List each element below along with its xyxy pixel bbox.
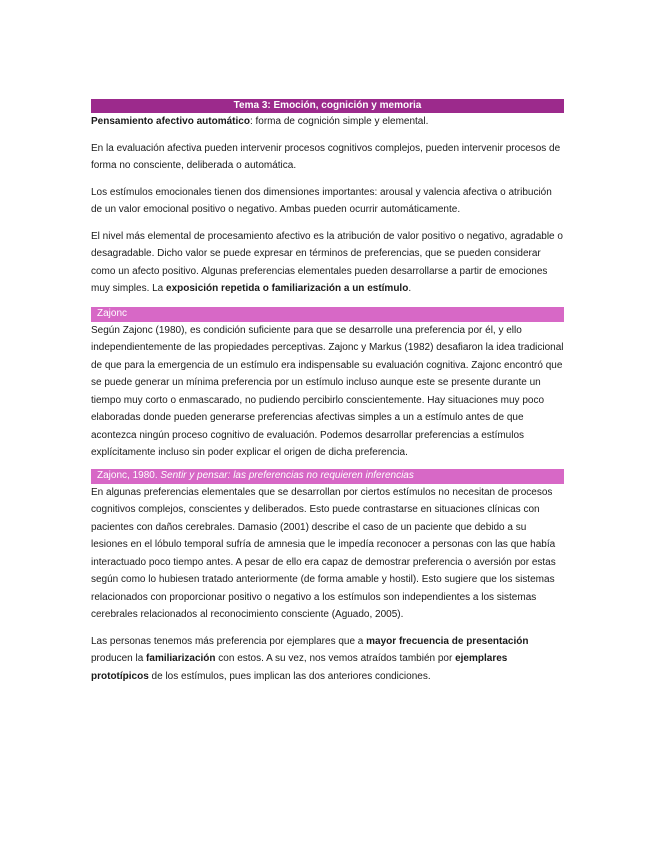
intro-paragraph-4: El nivel más elemental de procesamiento afectivo es la atribución de valor positivo o negativo, agradable o desagradable. Dicho valor se puede expresar en términos de preferencias, que se pueden considerar como un afecto positivo. Algunas preferencias elementales pueden desarrollarse a partir de emociones muy simples. La exposición repetida o familiarización a un estímulo.	[91, 230, 563, 294]
page-title: Tema 3: Emoción, cognición y memoria	[91, 99, 564, 113]
intro-paragraph-2: En la evaluación afectiva pueden intervenir procesos cognitivos complejos, pueden intervenir procesos de forma no consciente, deliberada o automática.	[91, 142, 561, 171]
section-heading-zajonc-1980: Zajonc, 1980. Sentir y pensar: las preferencias no requieren inferencias	[91, 469, 564, 484]
section1-paragraph: Según Zajonc (1980), es condición suficiente para que se desarrolle una preferencia por él, y ello independientemente de las propiedades perceptivas. Zajonc y Markus (1982) desafiaron la idea tradicional de que para la emergencia de un estímulo era indispensable su evaluación cognitiva. Zajonc encontró que se puede generar un mínima preferencia por un estímulo incluso aunque este se presente durante un tiempo muy corto o enmascarado, no pudiendo percibirlo conscientemente. Hay situaciones muy poco elaboradas donde pueden generarse preferencias afectivas simples a un a estímulo antes de que acontezca ningún proceso cognitivo de evaluación. Podemos desarrollar preferencias a estímulos explícitamente incluso sin poder explicar el origen de dicha preferencia.	[91, 324, 564, 458]
document-page	[91, 99, 564, 685]
section-heading-zajonc: Zajonc	[91, 307, 564, 322]
intro-paragraph-1: Pensamiento afectivo automático: forma de cognición simple y elemental.	[91, 116, 429, 127]
section2-paragraph-2: Las personas tenemos más preferencia por ejemplares que a mayor frecuencia de presentación producen la familiarización con estos. A su vez, nos vemos atraídos también por ejemplares prototípicos de los estímulos, pues implican las dos anteriores condiciones.	[91, 635, 529, 682]
term-bold: Pensamiento afectivo automático	[91, 116, 250, 127]
section2-paragraph-1: En algunas preferencias elementales que se desarrollan por ciertos estímulos no necesitan de procesos cognitivos complejos, conscientes y deliberados. Esto puede contrastarse en situaciones clínicas con pacientes con daños cerebrales. Damasio (2001) describe el caso de un paciente que debido a su lesiones en el lóbulo temporal sufría de amnesia que le impedía reconocer a personas con las que había interactuado poco tiempo antes. A pesar de ello era capaz de demostrar preferencia o aversión por estas según como lo hubiesen tratado anteriormente (de forma amable y hostil). Esto sugiere que los sistemas relacionados con proporcionar positivo o negativo a los estímulos son independientes a los sistemas cerebrales relacionados al reconocimiento consciente (Aguado, 2005).	[91, 486, 556, 620]
intro-paragraph-3: Los estímulos emocionales tienen dos dimensiones importantes: arousal y valencia afectiva o atribución de un valor emocional positivo o negativo. Ambas pueden ocurrir automáticamente.	[91, 186, 552, 215]
